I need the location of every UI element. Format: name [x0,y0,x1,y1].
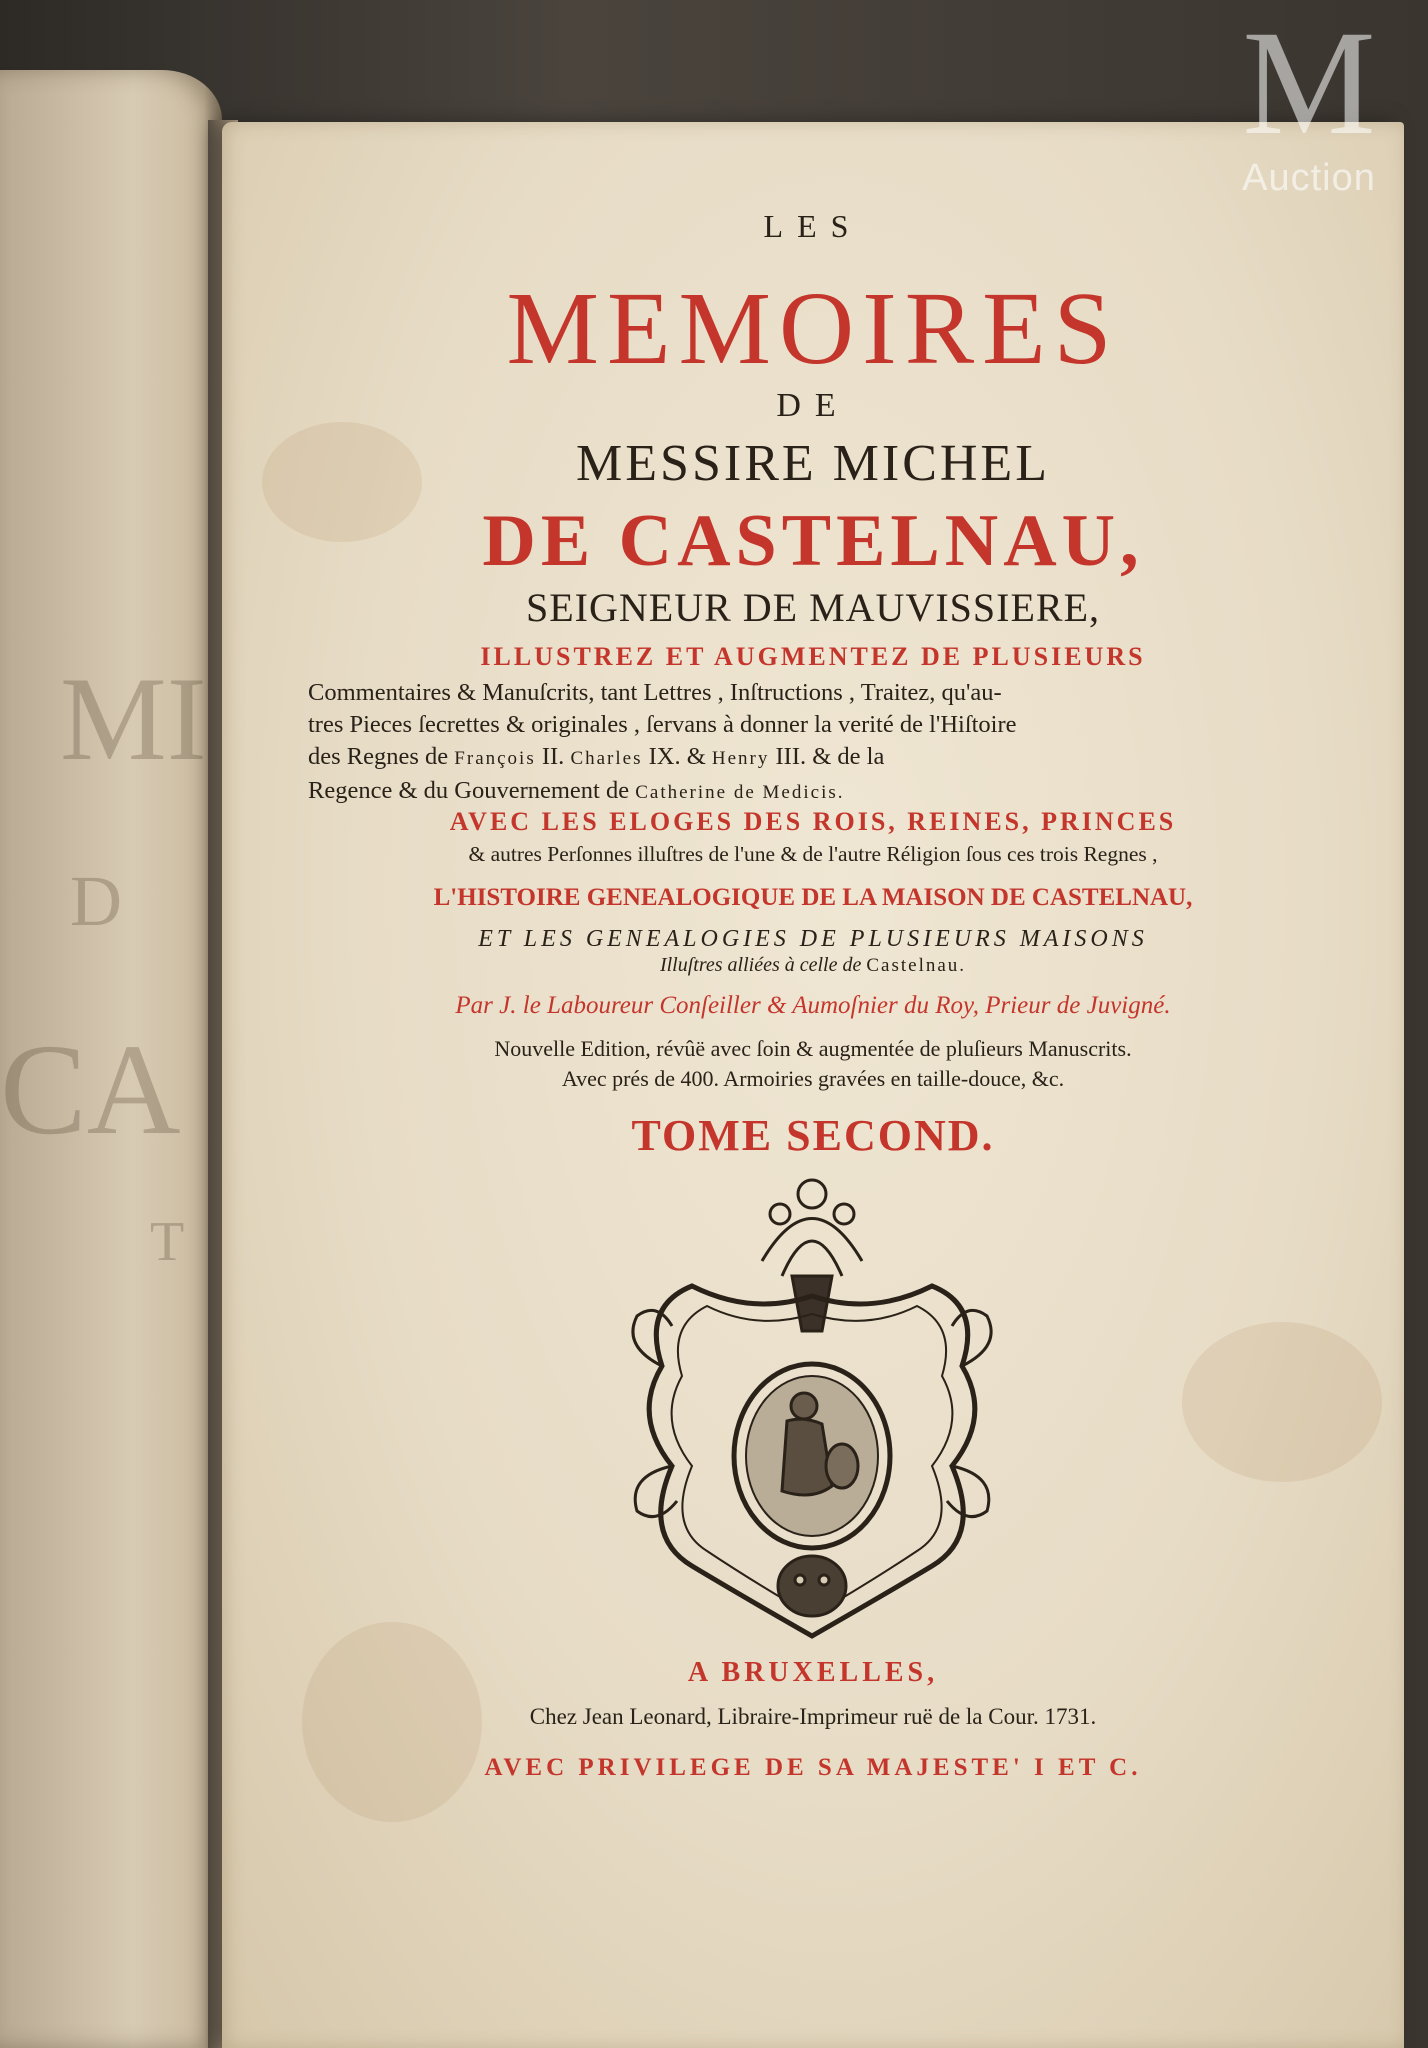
title-messire-michel: MESSIRE MICHEL [576,435,1050,492]
description-line-2: tres Pieces ſecrettes & originales , ſervans à donner la verité de l'Hiſtoire [308,711,1017,738]
paper-stain [1182,1322,1382,1482]
subtitle-avec-eloges: AVEC LES ELOGES DES ROIS, REINES, PRINCES [449,807,1177,836]
name-francois: François [454,748,536,769]
edition-line: Nouvelle Edition, révûë avec ſoin & augmentée de pluſieurs Manuscrits. [494,1036,1132,1061]
description-paragraph [308,677,1318,809]
title-les: LES [763,208,863,244]
line-alliees [222,954,1404,977]
description-line-3 [308,741,1318,775]
armoiries-line: Avec prés de 400. Armoiries gravées en taille-douce, &c. [561,1066,1065,1091]
text-run: Regence & du Gouvernement de [308,777,636,804]
name-charles: Charles [570,748,643,769]
title-seigneur: SEIGNEUR DE MAUVISSIERE, [526,585,1100,630]
name-castelnau: Castelnau. [866,955,967,976]
text-run: II. [535,743,571,770]
auction-watermark [1196,0,1422,208]
title-page [222,122,1404,2048]
left-page [0,70,222,2048]
title-de: DE [776,387,850,424]
watermark-letter: M [1242,0,1376,166]
description-line-4 [308,775,1318,809]
text-run: III. & de la [769,743,885,770]
subtitle-illustrez: ILLUSTREZ ET AUGMENTEZ DE PLUSIEURS [480,642,1146,671]
name-catherine: Catherine de Medicis. [635,782,845,803]
engraved-vignette [542,1166,1082,1666]
subtitle-genealogies: ET LES GENEALOGIES DE PLUSIEURS MAISONS [478,926,1148,952]
imprint-privilege: AVEC PRIVILEGE DE SA MAJESTE' I ET C. [484,1754,1142,1781]
ghost-text-d: D [70,861,122,941]
ghost-text-ca: CA [0,1018,181,1162]
watermark-word: Auction [1242,157,1376,199]
name-henry: Henry [711,748,770,769]
title-memoires: MEMOIRES [506,271,1120,386]
imprint-publisher: Chez Jean Leonard, Libraire-Imprimeur ruë de la Cour. 1731. [529,1704,1097,1729]
description-line-1: Commentaires & Manuſcrits, tant Lettres , Inſtructions , Traitez, qu'au- [308,679,1002,706]
ghost-text-mi: MI [60,652,207,785]
tome-second: TOME SECOND. [631,1111,995,1160]
line-autres-personnes: & autres Perſonnes illuſtres de l'une & de l'autre Réligion ſous ces trois Regnes , [468,842,1158,866]
subtitle-histoire-genealogique: L'HISTOIRE GENEALOGIQUE DE LA MAISON DE CASTELNAU, [433,884,1193,911]
imprint-place: A BRUXELLES, [687,1657,939,1688]
title-de-castelnau: DE CASTELNAU, [482,500,1144,582]
ghost-text-t: T [150,1211,185,1273]
text-run: Illuſtres alliées à celle de [659,954,867,976]
author-line: Par J. le Laboureur Conſeiller & Aumoſnier du Roy, Prieur de Juvigné. [455,992,1171,1019]
text-run: IX. & [642,743,712,770]
text-run: des Regnes de [308,743,455,770]
